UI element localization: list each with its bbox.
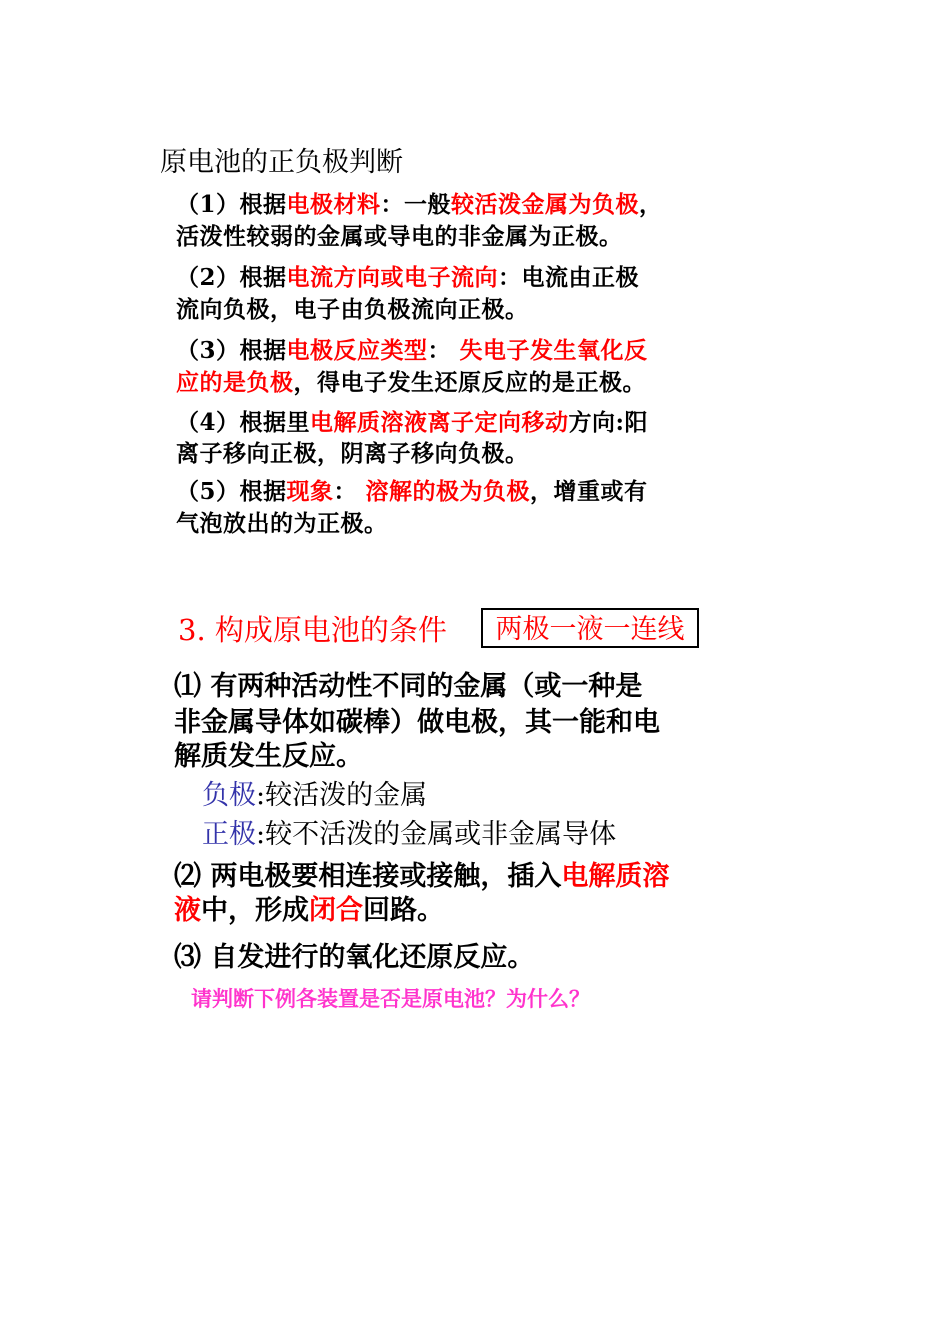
boxed-summary: 两极一液一连线 [481, 608, 699, 648]
rule-5-line-1: （5）根据现象： 溶解的极为负极，增重或有 [176, 478, 648, 505]
positive-electrode-line: 正极:较不活泼的金属或非金属导体 [202, 819, 617, 850]
rule-4-line-1: （4）根据里电解质溶液离子定向移动方向:阳 [176, 409, 649, 436]
rule-3-line-2: 应的是负极，得电子发生还原反应的是正极。 [176, 369, 646, 396]
rule-1-line-1: （1）根据电极材料：一般较活泼金属为负极， [176, 191, 663, 218]
condition-3: ⑶ 自发进行的氧化还原反应。 [174, 942, 535, 973]
rule-4-line-2: 离子移向正极，阴离子移向负极。 [176, 440, 529, 467]
section-title: 3. 构成原电池的条件 [178, 613, 447, 647]
condition-1-line-2: 非金属导体如碳棒）做电极，其一能和电 [174, 707, 660, 738]
condition-2-line-1: ⑵ 两电极要相连接或接触，插入电解质溶 [174, 861, 670, 892]
condition-2-line-2: 液中，形成闭合回路。 [174, 895, 444, 926]
page-heading: 原电池的正负极判断 [160, 147, 403, 178]
condition-1-line-1: ⑴ 有两种活动性不同的金属（或一种是 [174, 671, 643, 702]
rule-3-line-1: （3）根据电极反应类型： 失电子发生氧化反 [176, 337, 648, 364]
question-prompt: 请判断下例各装置是否是原电池？为什么？ [191, 986, 590, 1011]
rule-5-line-2: 气泡放出的为正极。 [176, 510, 388, 537]
rule-1-line-2: 活泼性较弱的金属或导电的非金属为正极。 [176, 223, 623, 250]
rule-2-line-2: 流向负极，电子由负极流向正极。 [176, 296, 529, 323]
rule-2-line-1: （2）根据电流方向或电子流向：电流由正极 [176, 264, 640, 291]
condition-1-line-3: 解质发生反应。 [174, 741, 363, 772]
negative-electrode-line: 负极:较活泼的金属 [202, 780, 428, 811]
